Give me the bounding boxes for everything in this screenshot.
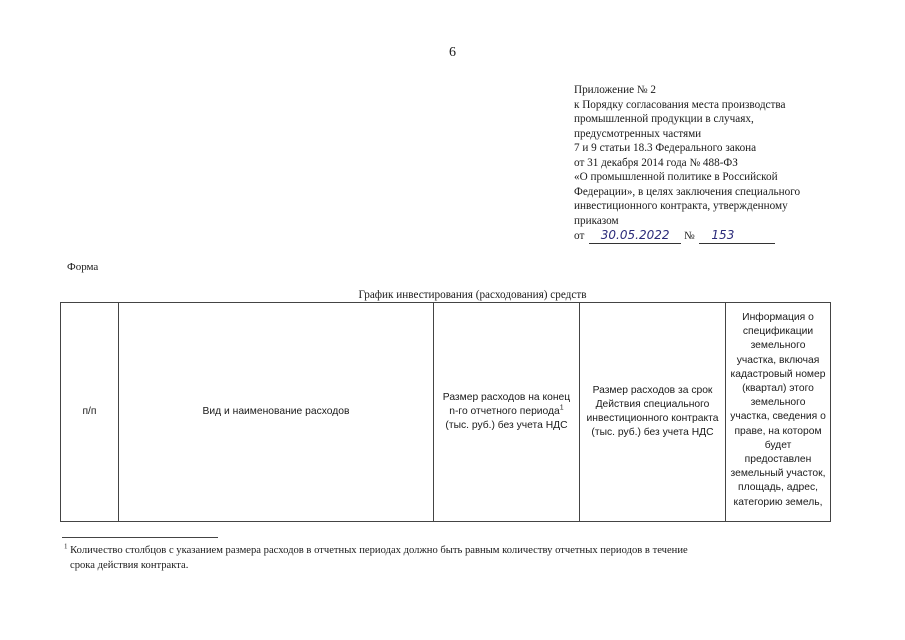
investment-schedule-table xyxy=(60,302,831,522)
header-cell-land-info: Информация о спецификации земельного участка, включая кадастровый номер (квартал) этого земельного участка, сведения о праве, на котором будет предоставлен земельный участок, площадь, адрес, категорию земель, xyxy=(726,303,831,522)
table-title: График инвестирования (расходования) средств xyxy=(358,289,587,301)
footnote-ref: 1 xyxy=(559,404,564,412)
appendix-line: инвестиционного контракта, утвержденному xyxy=(574,200,788,212)
handwritten-number: 153 xyxy=(699,228,775,244)
table-header-row xyxy=(61,303,831,522)
handwritten-date: 30.05.2022 xyxy=(589,228,681,244)
header-cell-period-expense-tail: (тыс. руб.) без учета НДС xyxy=(445,420,568,432)
order-signature-line xyxy=(574,228,844,244)
number-label: № xyxy=(683,230,695,242)
appendix-line: к Порядку согласования места производства xyxy=(574,98,786,111)
appendix-line: Приложение № 2 xyxy=(574,84,656,96)
from-label: от xyxy=(574,230,585,242)
header-cell-number: п/п xyxy=(61,303,119,522)
header-cell-period-expense-text: Размер расходов на конец n-го отчетного периода xyxy=(442,391,571,417)
form-label: Форма xyxy=(67,261,99,273)
appendix-line: промышленной продукции в случаях, xyxy=(574,113,754,125)
footnote-text-line1: Количество столбцов с указанием размера расходов в отчетных периодах должно быть равным количеству отчетных периодов в течение xyxy=(67,545,688,556)
footnote xyxy=(64,544,844,573)
header-cell-period-expense xyxy=(434,303,580,522)
appendix-line: предусмотренных частями xyxy=(574,127,702,140)
appendix-header xyxy=(574,83,844,244)
footnote-marker: 1 xyxy=(64,542,68,551)
page-number: 6 xyxy=(449,45,456,60)
footnote-divider xyxy=(62,537,218,538)
header-cell-expense-type: Вид и наименование расходов xyxy=(119,303,434,522)
footnote-text-line2: срока действия контракта. xyxy=(70,559,189,571)
appendix-line: 7 и 9 статьи 18.3 Федерального закона xyxy=(574,142,757,154)
appendix-line: от 31 декабря 2014 года № 488-ФЗ xyxy=(574,156,738,169)
header-cell-contract-expense: Размер расходов за срок Действия специального инвестиционного контракта (тыс. руб.) без учета НДС xyxy=(580,303,726,522)
appendix-line: «О промышленной политике в Российской xyxy=(574,171,778,183)
appendix-line: приказом xyxy=(574,214,619,227)
appendix-line: Федерации», в целях заключения специального xyxy=(574,185,801,198)
